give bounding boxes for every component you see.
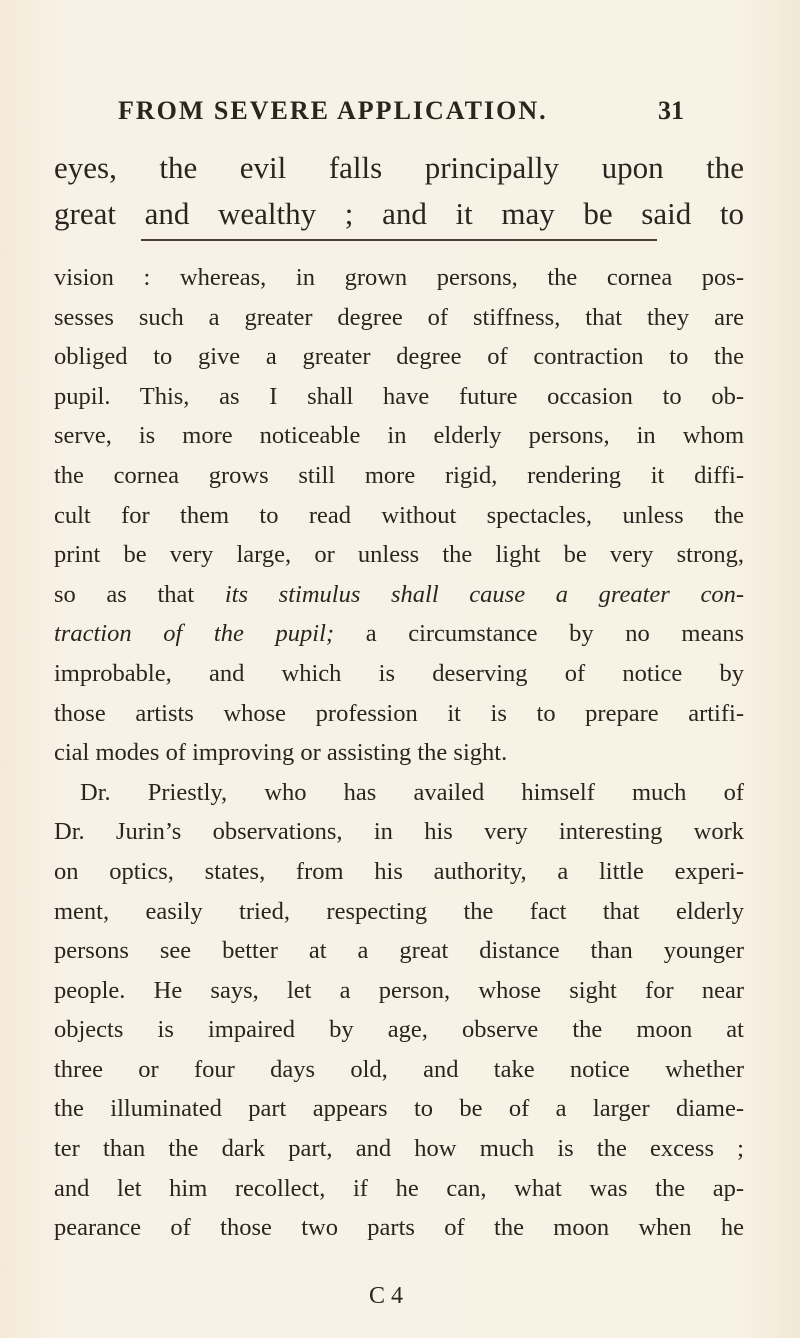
text-line: serve, is more noticeable in elderly persons, in whom [54,422,744,450]
text-line: pupil. This, as I shall have future occasion to ob- [54,382,744,410]
text-line: those artists whose profession it is to prepare artifi- [54,699,744,727]
text-line: eyes, the evil falls principally upon the [54,150,744,185]
text-line: the illuminated part appears to be of a larger diame- [54,1095,744,1123]
text-line: ment, easily tried, respecting the fact that elderly [54,897,744,925]
paragraph-start-line: Dr. Priestly, who has availed himself much of [80,778,744,806]
page-header [0,96,800,136]
text-line: the cornea grows still more rigid, rendering it diffi- [54,461,744,489]
italic-text: its stimulus shall cause a greater con- [224,580,744,608]
previous-page-overlap-text [54,145,744,237]
text-line: great and wealthy ; and it may be said to [54,196,744,231]
text-line: persons see better at a great distance than younger [54,937,744,965]
italic-text: traction of the pupil; [54,620,335,648]
signature-mark: C 4 [369,1283,404,1309]
text-line: Dr. Jurin’s observations, in his very interesting work [54,818,744,846]
text-line: three or four days old, and take notice whether [54,1055,744,1083]
text-line: objects is impaired by age, observe the moon at [54,1016,744,1044]
text-line: on optics, states, from his authority, a little experi- [54,857,744,885]
text-run: a circumstance by no means [334,620,744,648]
text-line: and let him recollect, if he can, what was the ap- [54,1174,744,1202]
text-line: cial modes of improving or assisting the sight. [54,739,508,767]
text-line: ter than the dark part, and how much is the excess ; [54,1135,744,1163]
page-number: 31 [658,96,684,125]
text-line: cult for them to read without spectacles, unless the [54,501,744,529]
text-line: vision : whereas, in grown persons, the cornea pos- [54,264,744,291]
text-line: sesses such a greater degree of stiffness, that they are [54,303,744,331]
text-line: obliged to give a greater degree of contraction to the [54,343,744,371]
text-line: people. He says, let a person, whose sight for near [54,976,744,1004]
text-run: so as that [54,580,225,608]
text-line: pearance of those two parts of the moon when he [54,1214,744,1242]
text-line: print be very large, or unless the light be very strong, [54,541,744,569]
text-line: improbable, and which is deserving of notice by [54,659,744,687]
horizontal-rule [141,239,657,241]
body-text [54,258,744,1248]
text-line [54,575,744,615]
running-head: FROM SEVERE APPLICATION. [118,96,548,125]
text-line [54,614,744,654]
